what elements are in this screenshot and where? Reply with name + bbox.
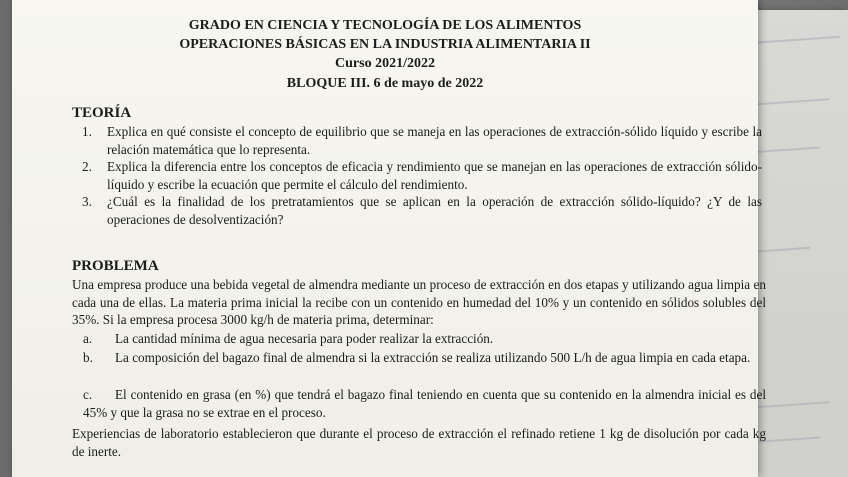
theory-question: 2. Explica la diferencia entre los conceptos de eficacia y rendimiento que se manejan en las operaciones de extracción sólido-líquido y escribe la ecuación que permite el cálculo del rendimiento. xyxy=(82,159,762,192)
exam-sheet xyxy=(12,0,766,477)
problem-subquestion: a. La cantidad mínima de agua necesaria para poder realizar la extracción. xyxy=(83,331,494,346)
section-title-teoria: TEORÍA xyxy=(72,105,132,121)
problem-subquestion: b. La composición del bagazo final de almendra si la extracción se realiza utilizando 500 L/h de agua limpia en cada etapa. xyxy=(83,350,751,365)
theory-question: 3. ¿Cuál es la finalidad de los pretratamientos que se aplican en la operación de extracción sólido-líquido? ¿Y de las operaciones de desolventización? xyxy=(82,194,762,227)
degree-title: GRADO EN CIENCIA Y TECNOLOGÍA DE LOS ALIMENTOS xyxy=(188,18,582,33)
theory-question: 1. Explica en qué consiste el concepto de equilibrio que se maneja en las operaciones de extracción-sólido líquido y escribe la relación matemática que lo representa. xyxy=(82,124,762,157)
problem-note: Experiencias de laboratorio establecieron que durante el proceso de extracción el refinado retiene 1 kg de disolución por cada kg de inerte. xyxy=(72,426,766,459)
academic-year: Curso 2021/2022 xyxy=(335,56,435,71)
course-title: OPERACIONES BÁSICAS EN LA INDUSTRIA ALIMENTARIA II xyxy=(179,37,591,52)
theory-question-list xyxy=(82,123,762,229)
problem-statement: Una empresa produce una bebida vegetal de almendra mediante un proceso de extracción en dos etapas y utilizando agua limpia en cada una de ellas. La materia prima inicial la recibe con un contenido en humedad del 10% y un contenido en sólidos solubles del 35%. Si la empresa procesa 3000 kg/h de materia prima, determinar: xyxy=(72,277,766,328)
problem-subquestion: c. El contenido en grasa (en %) que tendrá el bagazo final teniendo en cuenta que su contenido en la almendra inicial es del 45% y que la grasa no se extrae en el proceso. xyxy=(83,387,766,420)
block-date: BLOQUE III. 6 de mayo de 2022 xyxy=(286,76,484,91)
section-title-problema: PROBLEMA xyxy=(72,258,159,274)
